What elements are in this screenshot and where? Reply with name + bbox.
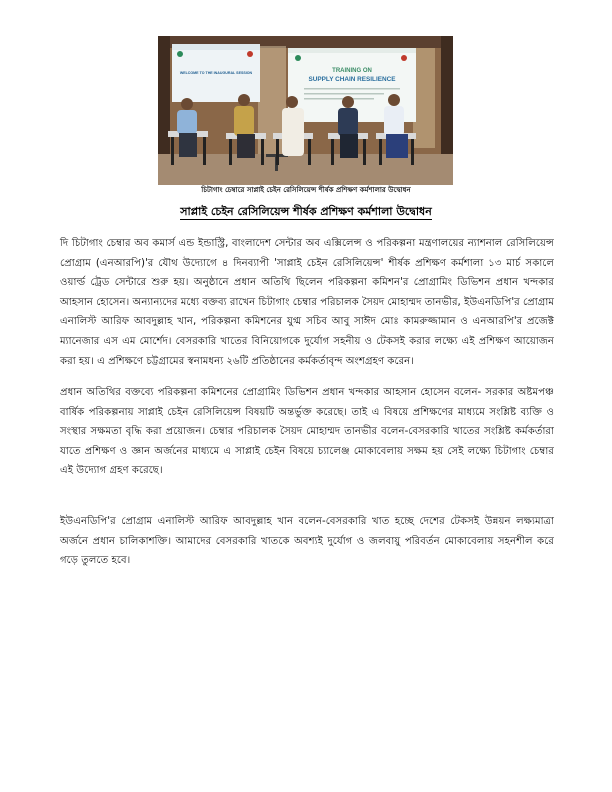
article-headline-text: সাপ্লাই চেইন রেসিলিয়েন্স শীর্ষক প্রশিক্ষণ কর্মশালা উদ্বোধন [180,205,432,218]
right-banner-line1: TRAINING ON [332,68,372,74]
article-paragraph-1: দি চিটাগাং চেম্বার অব কমার্স এন্ড ইন্ডাস্ট্রি, বাংলাদেশ সেন্টার অব এক্সিলেন্স ও পরিকল্পনা মন্ত্রণালয়ের ন্যাশনাল রেসিলিয়েন্স প্রোগ্রাম (এনআরপি)'র যৌথ উদ্যোগে ৪ দিনব্যাপী 'সাপ্লাই চেইন রেসিলিয়েন্স' শীর্ষক প্রশিক্ষণ কর্মশালা ১৩ মার্চ সকালে ওয়ার্ল্ড ট্রেড সেন্টারে শুরু হয়। অনুষ্ঠানে প্রধান অতিথি ছিলেন পরিকল্পনা কমিশন'র প্রোগ্রামিং ডিভিশন প্রধান খন্দকার আহসান হোসেন। অন্যান্যদের মধ্যে বক্তব্য রাখেন চিটাগাং চেম্বার পরিচালক সৈয়দ মোহাম্মদ তানভীর, ইউএনডিপি'র প্রোগ্রাম এনালিস্ট আরিফ আবদুল্লাহ খান, পরিকল্পনা কমিশনের যুগ্ম সচিব আবু সাঈদ মোঃ কামরুজ্জামান ও এনআরপি'র প্রজেক্ট ম্যানেজার এস এম মোর্শেদ। বেসরকারি খাতের বিনিয়োগকে দুর্যোগ সহনীয় ও টেকসই করার লক্ষ্যে এই প্রশিক্ষণ আয়োজন করা হয়। এ প্রশিক্ষণে চট্টগ্রামের স্বনামধন্য ২৬টি প্রতিষ্ঠানের কর্মকর্তাবৃন্দ অংশগ্রহণ করেন। [60,238,554,367]
event-photo-illustration [158,36,453,185]
left-banner-title: WELCOME TO THE INAUGURAL SESSION [179,71,253,75]
article-paragraph-2: প্রধান অতিথির বক্তব্যে পরিকল্পনা কমিশনের প্রোগ্রামিং ডিভিশন প্রধান খন্দকার আহসান হোসেন বলেন- সরকার অষ্টমপঞ্চ বার্ষিক পরিকল্পনায় সাপ্লাই চেইন রেসিলিয়েন্স বিষয়টি অন্তর্ভুক্ত করেছে। তাই এ বিষয়ে প্রশিক্ষণের মাধ্যমে সংশ্লিষ্ট ব্যক্তি ও সংস্থার সক্ষমতা বৃদ্ধি করা প্রয়োজন। চেম্বার পরিচালক সৈয়দ মোহাম্মদ তানভীর বলেন-বেসরকারি খাতের সংশ্লিষ্ট কর্মকর্তারা যাতে প্রশিক্ষণ ও জ্ঞান অর্জনের মাধ্যমে এ সাপ্লাই চেইন বিষয়ে চ্যালেঞ্জ মোকাবেলায় সক্ষম হয় সেই লক্ষ্যে চিটাগাং চেম্বার এই উদ্যোগ গ্রহণ করেছে। [60,387,554,477]
event-photo [158,36,453,185]
article-paragraph-3: ইউএনডিপি'র প্রোগ্রাম এনালিস্ট আরিফ আবদুল্লাহ খান বলেন-বেসরকারি খাত হচ্ছে দেশের টেকসই উন্নয়ন লক্ষ্যমাত্রা অর্জনে প্রধান চালিকাশক্তি। আমাদের বেসরকারি খাতকে অবশ্যই দুর্যোগ ও জলবায়ু পরিবর্তন মোকাবেলায় সহনশীল করে গড়ে তুলতে হবে। [60,516,554,567]
article-headline [160,203,452,222]
photo-caption: চিটাগাং চেম্বারে সাপ্লাই চেইন রেসিলিয়েন্স শীর্ষক প্রশিক্ষণ কর্মশালার উদ্বোধন [201,186,411,194]
right-banner-line2: SUPPLY CHAIN RESILIENCE [308,76,396,83]
